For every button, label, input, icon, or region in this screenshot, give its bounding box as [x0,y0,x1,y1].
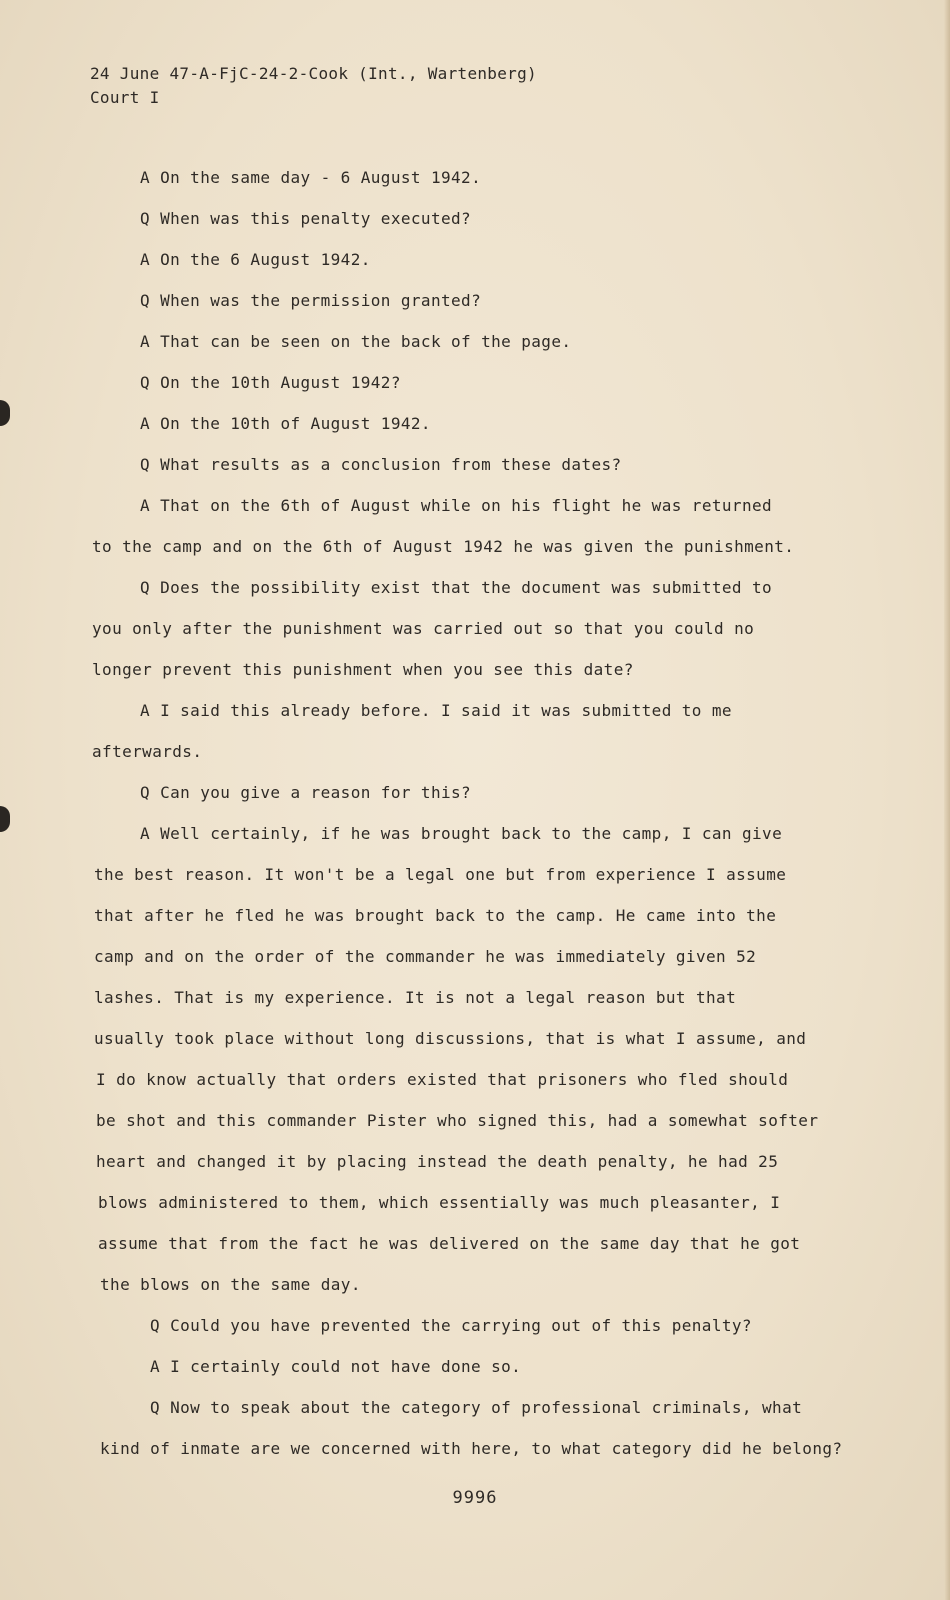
header-case-line: 24 June 47-A-FjC-24-2-Cook (Int., Wartenberg) [90,64,537,83]
transcript-line: Q When was the permission granted? [140,291,482,310]
transcript-line: A That can be seen on the back of the page. [140,332,572,351]
transcript-line: the blows on the same day. [100,1275,361,1294]
transcript-line: you only after the punishment was carried out so that you could no [92,619,755,638]
transcript-line: Q When was this penalty executed? [140,209,472,228]
transcript-line: longer prevent this punishment when you see this date? [92,660,634,679]
transcript-line: assume that from the fact he was delivered on the same day that he got [98,1234,801,1253]
transcript-line: the best reason. It won't be a legal one but from experience I assume [94,865,787,884]
transcript-line: A On the 6 August 1942. [140,250,371,269]
transcript-line: usually took place without long discussions, that is what I assume, and [94,1029,807,1048]
transcript-line: Q Now to speak about the category of professional criminals, what [150,1398,803,1417]
transcript-line: heart and changed it by placing instead the death penalty, he had 25 [96,1152,779,1171]
transcript-line: A I said this already before. I said it was submitted to me [140,701,732,720]
transcript-line: afterwards. [92,742,203,761]
transcript-line: lashes. That is my experience. It is not a legal reason but that [94,988,737,1007]
transcript-line: Q Can you give a reason for this? [140,783,472,802]
transcript-line: Q What results as a conclusion from these dates? [140,455,622,474]
transcript-line: that after he fled he was brought back to the camp. He came into the [94,906,777,925]
transcript-line: to the camp and on the 6th of August 1942 he was given the punishment. [92,537,795,556]
transcript-line: I do know actually that orders existed that prisoners who fled should [96,1070,789,1089]
transcript-line: camp and on the order of the commander he was immediately given 52 [94,947,757,966]
transcript-line: Q Could you have prevented the carrying out of this penalty? [150,1316,752,1335]
binding-hole-lower [0,806,10,832]
transcript-line: kind of inmate are we concerned with here, to what category did he belong? [100,1439,843,1458]
transcript-line: A On the 10th of August 1942. [140,414,431,433]
transcript-line: A That on the 6th of August while on his flight he was returned [140,496,773,515]
transcript-line: blows administered to them, which essentially was much pleasanter, I [98,1193,781,1212]
transcript-line: A On the same day - 6 August 1942. [140,168,482,187]
transcript-line: Q Does the possibility exist that the document was submitted to [140,578,773,597]
transcript-line: Q On the 10th August 1942? [140,373,401,392]
transcript-line: A I certainly could not have done so. [150,1357,522,1376]
page-number: 9996 [452,1488,498,1508]
header-court-line: Court I [90,88,160,107]
page-edge-shadow [944,0,950,1600]
binding-hole-upper [0,400,10,426]
transcript-line: A Well certainly, if he was brought back to the camp, I can give [140,824,783,843]
transcript-line: be shot and this commander Pister who signed this, had a somewhat softer [96,1111,819,1130]
